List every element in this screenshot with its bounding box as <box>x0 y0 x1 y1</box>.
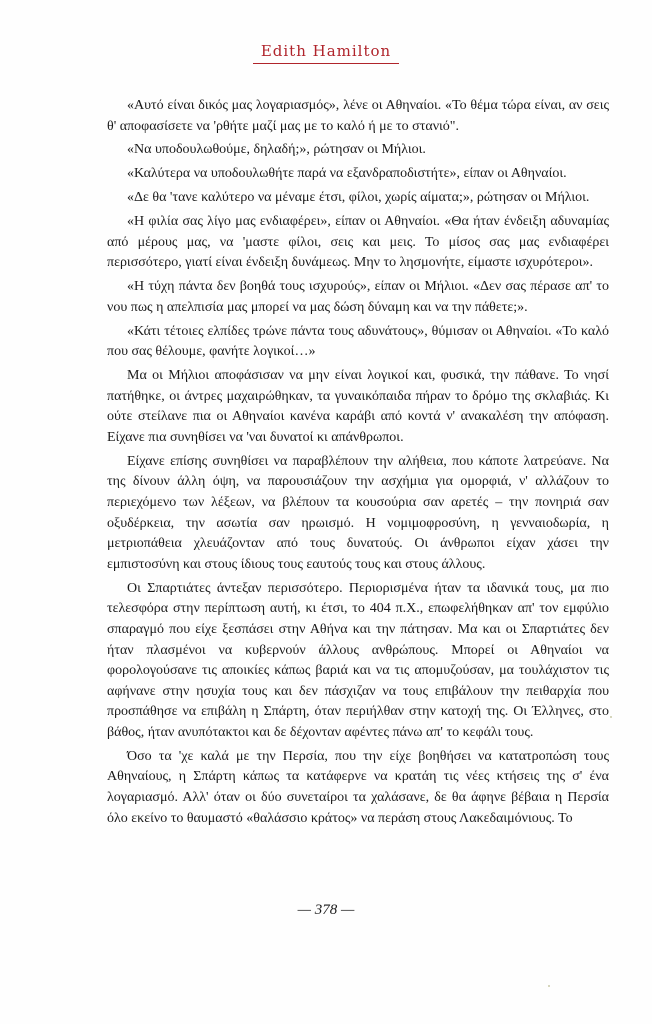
paper-speck <box>610 716 612 718</box>
paragraph: Είχανε επίσης συνηθίσει να παραβλέπουν την αλήθεια, που κάποτε λατρεύανε. Να της δίνουν άλλη όψη, να παρουσιάζουν την ασχήμια για ομορφιά, ν' αλλάζουν το περιεχόμενο των λέξεων, να βλέπουν τα κουσούρια σαν αρετές – την πονηριά σαν οξυδέρκεια, την ασωτία σαν ηρωισμό. Η νομιμοφροσύνη, η γενναιοδωρία, η μετριοπάθεια χλευάζονταν από τους δυνατούς. Οι άνθρωποι είχαν χάσει την εμπιστοσύνη και στους ίδιους τους εαυτούς τους και στους άλλους. <box>107 453 609 572</box>
author-name: Edith Hamilton <box>253 42 399 64</box>
page-number: — 378 — <box>297 902 355 918</box>
paragraph: Οι Σπαρτιάτες άντεξαν περισσότερο. Περιορισμένα ήταν τα ιδανικά τους, μα πιο τελεσφόρα στην περίπτωση αυτή, κι έτσι, το 404 π.Χ., επωφελήθηκαν απ' τον εμφύλιο σπαραγμό που είχε ξεσπάσει στην Αθήνα και την πάτησαν. Μα και οι Σπαρτιάτες δεν ήταν πλασμένοι να κυβερνούν άλλους ανθρώπους. Μπορεί οι Αθηναίοι να φορολογούσανε τις αποικίες κάπως βαριά και να τις απομυζούσαν, μα τουλάχιστον τις αφήνανε στην ησυχία τους και δεν πάσχιζαν να τους επιβάλουν την πειθαρχία που προσπάθησε να επιβάλη η Σπάρτη, όταν περιήλθαν στην κατοχή της. Οι Έλληνες, στο βάθος, ήταν ανυπότακτοι και δε δέχονταν αφέντες πάνω απ' το κεφάλι τους. <box>107 580 609 740</box>
paragraph: Μα οι Μήλιοι αποφάσισαν να μην είναι λογικοί και, φυσικά, την πάθανε. Το νησί πατήθηκε, οι άντρες μαχαιρώθηκαν, τα γυναικόπαιδα πήραν το δρόμο της σκλαβιάς. Κι ούτε στείλανε πια οι Αθηναίοι κανένα καράβι από κοντά ν' ανακαλέση την απόφαση. Είχανε πια συνηθίσει να 'ναι δυνατοί κι απάνθρωποι. <box>107 368 609 445</box>
paragraph: «Κάτι τέτοιες ελπίδες τρώνε πάντα τους αδυνάτους», θύμισαν οι Αθηναίοι. «Το καλό που σας θέλουμε, φανήτε λογικοί…» <box>107 323 609 360</box>
paragraph: «Αυτό είναι δικός μας λογαριασμός», λένε οι Αθηναίοι. «Το θέμα τώρα είναι, αν σεις θ' αποφασίσετε να 'ρθήτε μαζί μας με το καλό ή με το στανιό". <box>107 98 609 134</box>
paragraph: «Να υποδουλωθούμε, δηλαδή;», ρώτησαν οι Μήλιοι. <box>127 142 426 158</box>
paragraph: «Δε θα 'τανε καλύτερο να μέναμε έτσι, φίλοι, χωρίς αίματα;», ρώτησαν οι Μήλιοι. <box>127 190 590 206</box>
paper-speck <box>548 985 550 987</box>
paragraph: «Η τύχη πάντα δεν βοηθά τους ισχυρούς», είπαν οι Μήλιοι. «Δεν σας πέρασε απ' το νου πως η απελπισία μας μπορεί να μας δώση δύναμη και να την πάθετε;». <box>107 279 609 315</box>
paragraph: Όσο τα 'χε καλά με την Περσία, που την είχε βοηθήσει να κατατροπώση τους Αθηναίους, η Σπάρτη κάπως τα κατάφερνε να κρατάη τις νέες κτήσεις της σ' ένα λογαριασμό. Αλλ' όταν οι δύο συνεταίροι τα χαλάσανε, δε θα άφηνε βέβαια η Περσία όλο εκείνο το θαυμαστό «θαλάσσιο κράτος» να περάση στους Λακεδαιμόνιους. Το <box>107 748 609 826</box>
paragraph: «Καλύτερα να υποδουλωθήτε παρά να εξανδραποδιστήτε», είπαν οι Αθηναίοι. <box>127 166 567 182</box>
paragraph: «Η φιλία σας λίγο μας ενδιαφέρει», είπαν οι Αθηναίοι. «Θα ήταν ένδειξη αδυναμίας από μέρους μας, να 'μαστε φίλοι, σεις και μεις. Το μίσος σας μας ενδιαφέρει περισσότερο, γιατί είναι ένδειξη δυνάμεως. Μην το λησμονήτε, είμαστε ισχυρότεροι». <box>107 214 609 271</box>
running-head <box>0 42 652 64</box>
body-text <box>107 96 609 832</box>
